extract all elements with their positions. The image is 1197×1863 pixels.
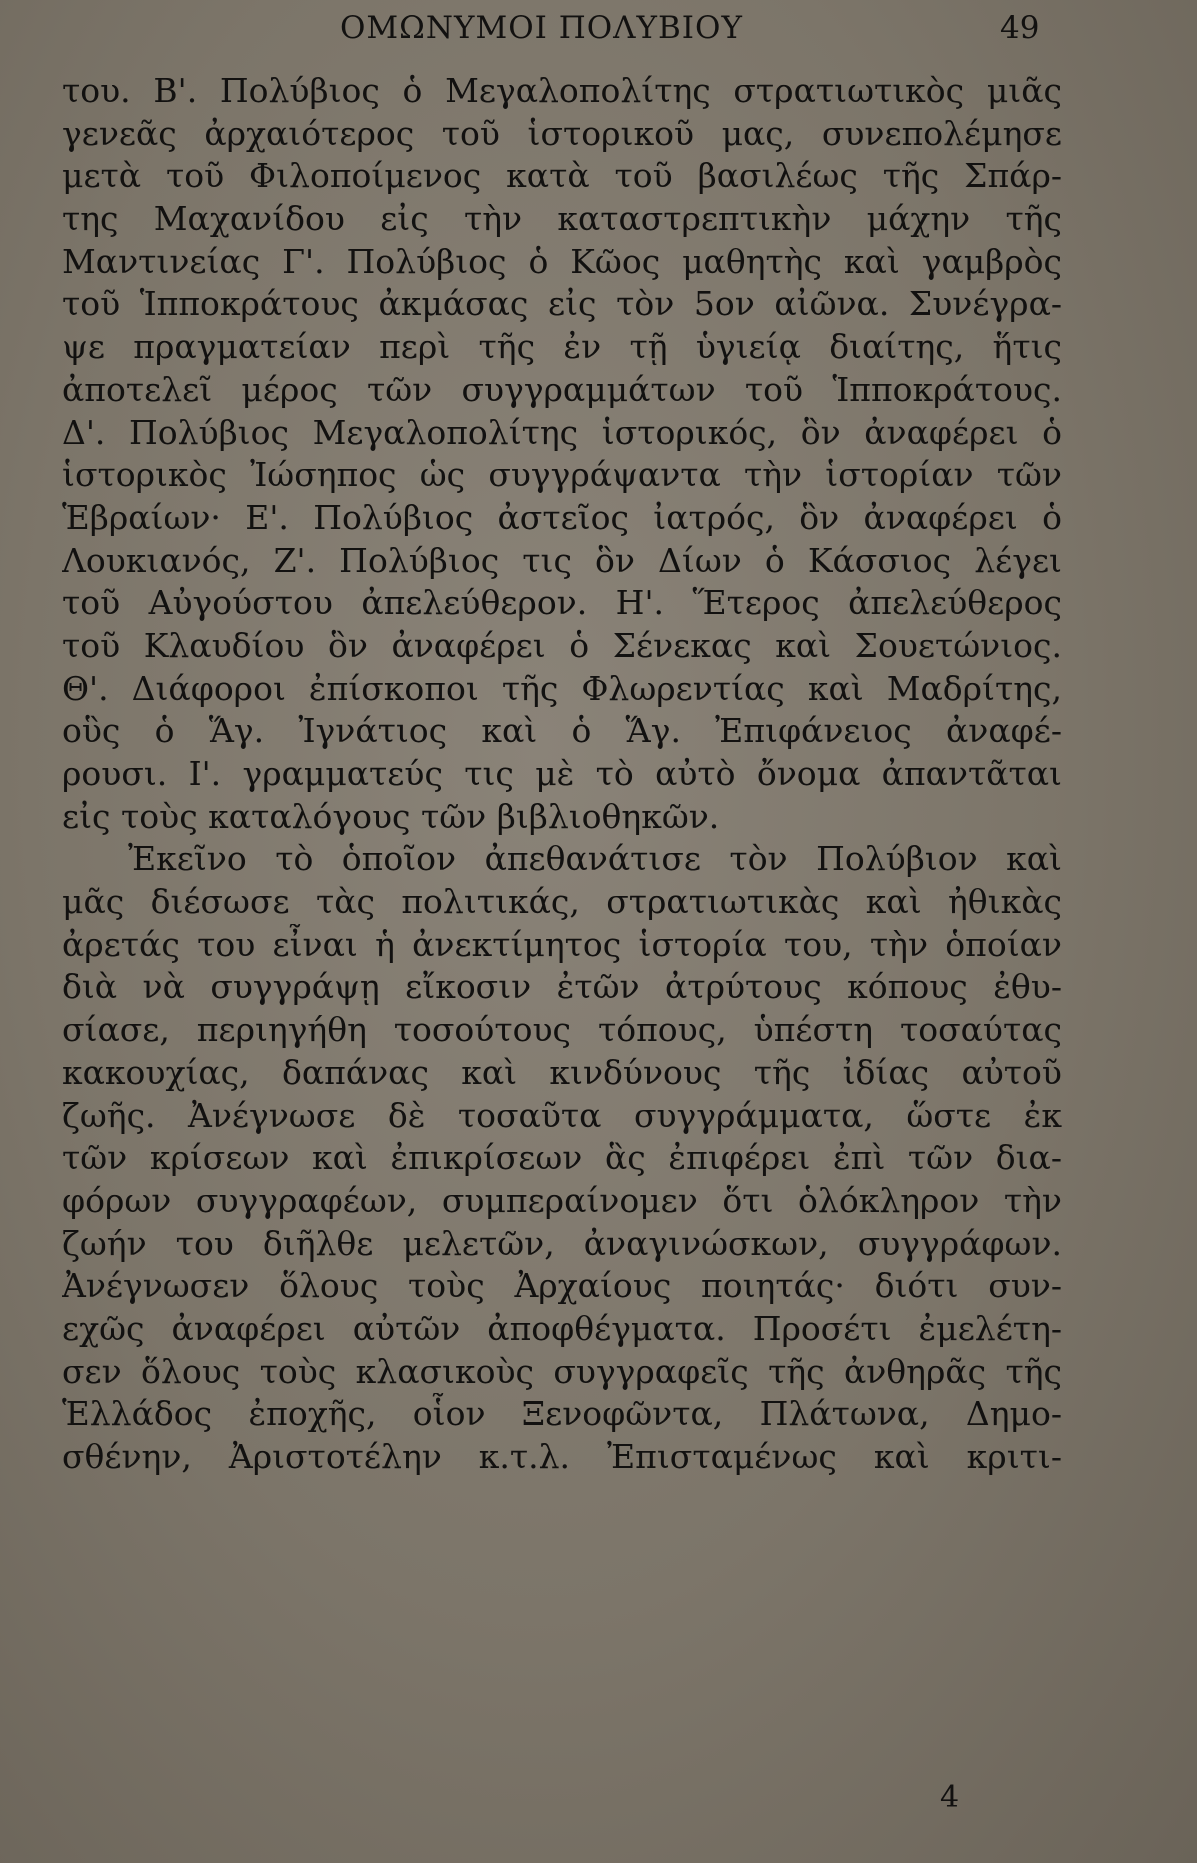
text-line: σεν ὅλους τοὺς κλασικοὺς συγγραφεῖς τῆς ἀνθηρᾶς τῆς [62, 1351, 1062, 1391]
text-line: ἱστορικὸς Ἰώσηπος ὡς συγγράψαντα τὴν ἱστορίαν τῶν [62, 455, 1062, 495]
text-line: της Μαχανίδου εἰς τὴν καταστρεπτικὴν μάχην τῆς [62, 199, 1062, 239]
text-line: ρουσι. Ι'. γραμματεύς τις μὲ τὸ αὐτὸ ὄνομα ἀπαντᾶται [62, 754, 1062, 793]
text-line: μᾶς διέσωσε τὰς πολιτικάς, στρατιωτικὰς καὶ ἠθικὰς [62, 882, 1062, 922]
signature-mark: 4 [940, 1780, 960, 1815]
text-line: ζωήν του διῆλθε μελετῶν, ἀναγινώσκων, συγγράφων. [62, 1223, 1062, 1263]
text-line: Ἀνέγνωσεν ὅλους τοὺς Ἀρχαίους ποιητάς· διότι συν- [62, 1266, 1062, 1306]
text-line: Θ'. Διάφοροι ἐπίσκοποι τῆς Φλωρεντίας καὶ Μαδρίτης, [62, 668, 1062, 708]
text-line: μετὰ τοῦ Φιλοποίμενος κατὰ τοῦ βασιλέως τῆς Σπάρ- [62, 156, 1062, 196]
text-line: κακουχίας, δαπάνας καὶ κινδύνους τῆς ἰδίας αὐτοῦ [62, 1052, 1062, 1092]
text-line: γενεᾶς ἀρχαιότερος τοῦ ἱστορικοῦ μας, συνεπολέμησε [62, 113, 1062, 153]
text-line: οὓς ὁ Ἅγ. Ἰγνάτιος καὶ ὁ Ἅγ. Ἐπιφάνειος ἀναφέ- [62, 711, 1062, 751]
text-line: τῶν κρίσεων καὶ ἐπικρίσεων ἃς ἐπιφέρει ἐπὶ τῶν δια- [62, 1138, 1062, 1178]
text-line: τοῦ Ἱπποκράτους ἀκμάσας εἰς τὸν 5ον αἰῶνα. Συνέγρα- [62, 284, 1062, 324]
text-line: ψε πραγματείαν περὶ τῆς ἐν τῇ ὑγιείᾳ διαίτης, ἥτις [62, 327, 1062, 367]
text-line: Ἑλλάδος ἐποχῆς, οἷον Ξενοφῶντα, Πλάτωνα, Δημο- [62, 1394, 1062, 1434]
page-header [0, 6, 1197, 52]
text-line: Μαντινείας Γ'. Πολύβιος ὁ Κῶος μαθητὴς καὶ γαμβρὸς [62, 241, 1062, 281]
text-line: Λουκιανός, Ζ'. Πολύβιος τις ὃν Δίων ὁ Κάσσιος λέγει [62, 540, 1062, 580]
text-line: ἀποτελεῖ μέρος τῶν συγγραμμάτων τοῦ Ἱπποκράτους. [62, 369, 1062, 409]
text-line: τοῦ Κλαυδίου ὃν ἀναφέρει ὁ Σένεκας καὶ Σουετώνιος. [62, 625, 1062, 665]
text-line: εχῶς ἀναφέρει αὐτῶν ἀποφθέγματα. Προσέτι ἐμελέτη- [62, 1308, 1062, 1348]
text-line: φόρων συγγραφέων, συμπεραίνομεν ὅτι ὁλόκληρον τὴν [62, 1180, 1062, 1220]
page-number: 49 [1000, 10, 1040, 46]
body-text [62, 70, 1062, 1479]
running-title: ΟΜΩΝΥΜΟΙ ΠΟΛΥΒΙΟΥ [340, 10, 743, 46]
text-line: ἀρετάς του εἶναι ἡ ἀνεκτίμητος ἱστορία του, τὴν ὁποίαν [62, 924, 1062, 964]
text-line: τοῦ Αὐγούστου ἀπελεύθερον. Η'. Ἕτερος ἀπελεύθερος [62, 583, 1062, 623]
text-line: σθένην, Ἀριστοτέλην κ.τ.λ. Ἐπισταμένως καὶ κριτι- [62, 1437, 1062, 1476]
text-line: Ἑβραίων· Ε'. Πολύβιος ἀστεῖος ἰατρός, ὃν ἀναφέρει ὁ [62, 497, 1062, 537]
text-line: Δ'. Πολύβιος Μεγαλοπολίτης ἱστορικός, ὃν ἀναφέρει ὁ [62, 412, 1062, 452]
text-line: εἰς τοὺς καταλόγους τῶν βιβλιοθηκῶν. [62, 796, 720, 836]
text-line: του. Β'. Πολύβιος ὁ Μεγαλοπολίτης στρατιωτικὸς μιᾶς [62, 71, 1062, 110]
text-line: διὰ νὰ συγγράψῃ εἴκοσιν ἐτῶν ἀτρύτους κόπους ἐθυ- [62, 967, 1062, 1007]
text-line: ζωῆς. Ἀνέγνωσε δὲ τοσαῦτα συγγράμματα, ὥστε ἐκ [62, 1095, 1062, 1135]
text-line: Ἐκεῖνο τὸ ὁποῖον ἀπεθανάτισε τὸν Πολύβιον καὶ [128, 839, 1062, 879]
text-line: σίασε, περιηγήθη τοσούτους τόπους, ὑπέστη τοσαύτας [62, 1010, 1062, 1050]
